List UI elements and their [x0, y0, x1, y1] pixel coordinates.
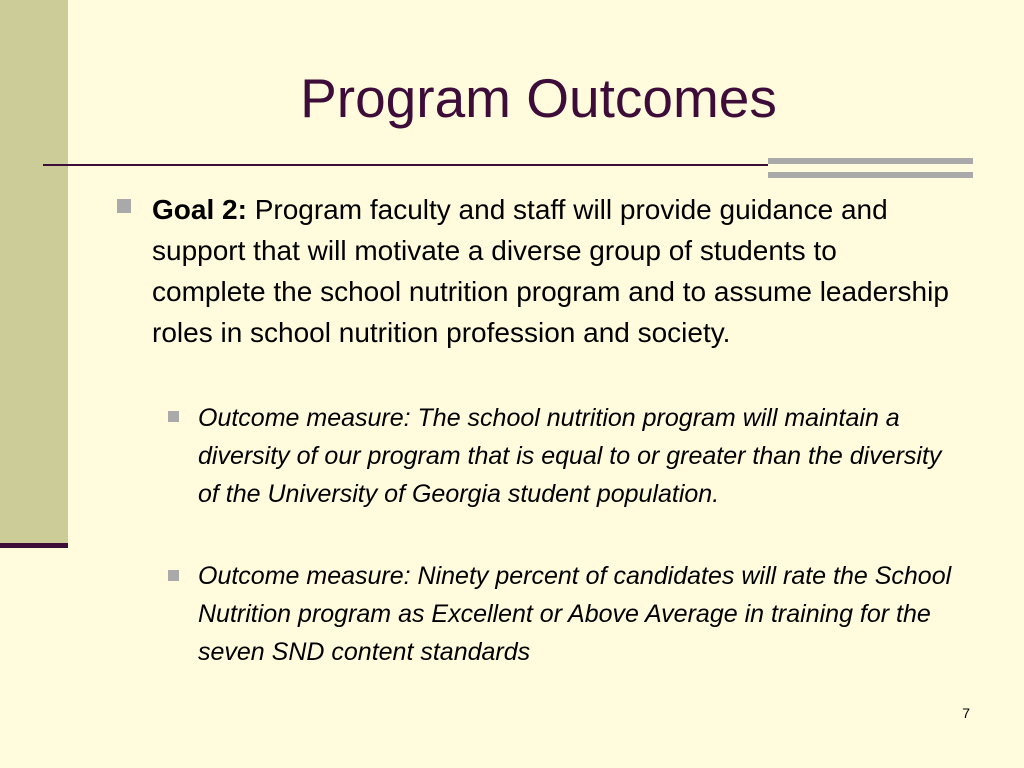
left-band-rule	[0, 543, 68, 548]
title-underline	[43, 164, 768, 166]
accent-bar-top	[768, 158, 973, 164]
square-bullet-icon	[117, 199, 131, 213]
goal-text: Program faculty and staff will provide guidance and support that will motivate a diverse group of students to complete the school nutrition program and to assume leadership roles in school nutrition profession and society.	[152, 194, 949, 348]
slide-number: 7	[962, 705, 970, 721]
outcome-measure-2: Outcome measure: Ninety percent of candidates will rate the School Nutrition program as Excellent or Above Average in training for the seven SND content standards	[198, 562, 952, 666]
slide-title: Program Outcomes	[300, 67, 777, 129]
outcome-measure-1: Outcome measure: The school nutrition program will maintain a diversity of our program that is equal to or greater than the diversity of the University of Georgia student population.	[198, 404, 942, 508]
accent-bar-bottom	[768, 172, 973, 178]
goal-label: Goal 2:	[152, 194, 247, 225]
square-bullet-icon	[168, 411, 179, 422]
goal-bullet	[152, 189, 952, 353]
square-bullet-icon	[168, 570, 179, 581]
